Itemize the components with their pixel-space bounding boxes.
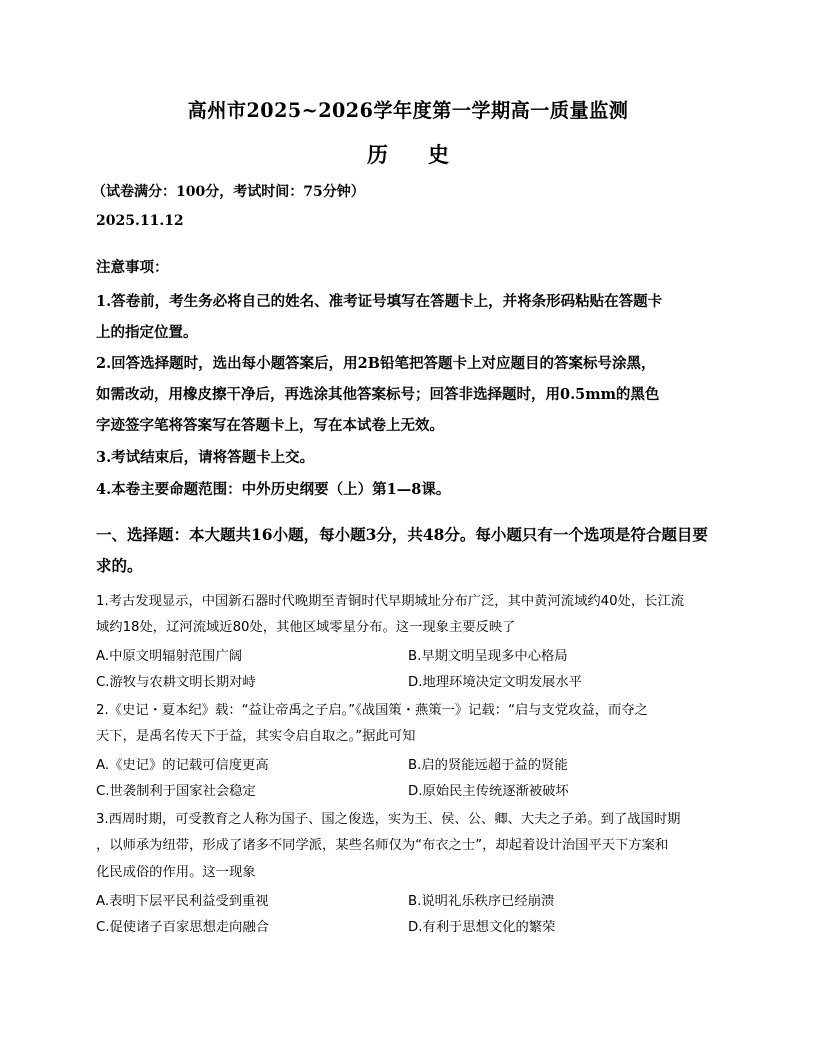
question-2-text: 天下，是禹名传天下于益，其实令启自取之。”据此可知 — [96, 729, 416, 744]
question-3-option-c: C.促使诸子百家思想走向融合 — [96, 920, 270, 935]
question-3-text: 化民成俗的作用。这一现象 — [96, 865, 256, 880]
exam-date: 2025.11.12 — [96, 213, 184, 229]
question-1-option-a: A.中原文明辐射范围广阔 — [96, 649, 243, 664]
question-1-option-c: C.游牧与农耕文明长期对峙 — [96, 675, 256, 690]
question-2-option-b: B.启的贤能远超于益的贤能 — [408, 758, 568, 773]
notice-line: 上的指定位置。 — [96, 324, 198, 341]
question-2-option-a: A.《史记》的记载可信度更高 — [96, 758, 269, 773]
section-heading: 一、选择题：本大题共16小题，每小题3分，共48分。每小题只有一个选项是符合题目要 — [96, 525, 708, 544]
notice-line: 1.答卷前，考生务必将自己的姓名、准考证号填写在答题卡上，并将条形码粘贴在答题卡 — [96, 293, 663, 310]
question-3-option-b: B.说明礼乐秩序已经崩溃 — [408, 894, 555, 909]
question-2-option-c: C.世袭制利于国家社会稳定 — [96, 784, 256, 799]
notice-line: 3.考试结束后，请将答题卡上交。 — [96, 449, 315, 466]
notice-line: 4.本卷主要命题范围：中外历史纲要（上）第1—8课。 — [96, 481, 451, 498]
subject-char-1: 历 — [367, 142, 388, 167]
exam-title: 高州市2025~2026学年度第一学期高一质量监测 — [187, 99, 629, 122]
question-3-text: 3.西周时期，可受教育之人称为国子、国之俊选，实为王、侯、公、卿、大夫之子弟。到了战国时期 — [96, 812, 681, 827]
question-3-option-a: A.表明下层平民利益受到重视 — [96, 894, 269, 909]
question-2-option-d: D.原始民主传统逐渐被破坏 — [408, 784, 569, 799]
notice-line: 2.回答选择题时，选出每小题答案后，用2B铅笔把答题卡上对应题目的答案标号涂黑， — [96, 355, 656, 372]
exam-info: （试卷满分：100分，考试时间：75分钟） — [92, 184, 365, 200]
question-1-text: 1.考古发现显示，中国新石器时代晚期至青铜时代早期城址分布广泛，其中黄河流域约40处，长江流 — [96, 594, 685, 609]
question-1-option-b: B.早期文明呈现多中心格局 — [408, 649, 568, 664]
question-3-text: ，以师承为纽带，形成了诸多不同学派，某些名师仅为“布衣之士”，却起着设计治国平天下方案和 — [96, 838, 669, 853]
notices-heading: 注意事项： — [96, 259, 169, 276]
subject-char-2: 史 — [428, 142, 449, 167]
question-1-option-d: D.地理环境决定文明发展水平 — [408, 675, 583, 690]
question-2-text: 2.《史记・夏本纪》载：“益让帝禹之子启。”《战国策・燕策一》记载：“启与支党攻益，而夺之 — [96, 703, 648, 718]
notice-line: 字迹签字笔将答案写在答题卡上，写在本试卷上无效。 — [96, 417, 444, 434]
question-1-text: 域约18处，辽河流域近80处，其他区域零星分布。这一现象主要反映了 — [96, 620, 516, 635]
subject-title — [0, 139, 816, 169]
section-heading-cont: 求的。 — [96, 556, 143, 575]
notice-line: 如需改动，用橡皮擦干净后，再选涂其他答案标号；回答非选择题时，用0.5mm的黑色 — [96, 386, 660, 403]
question-3-option-d: D.有利于思想文化的繁荣 — [408, 920, 556, 935]
